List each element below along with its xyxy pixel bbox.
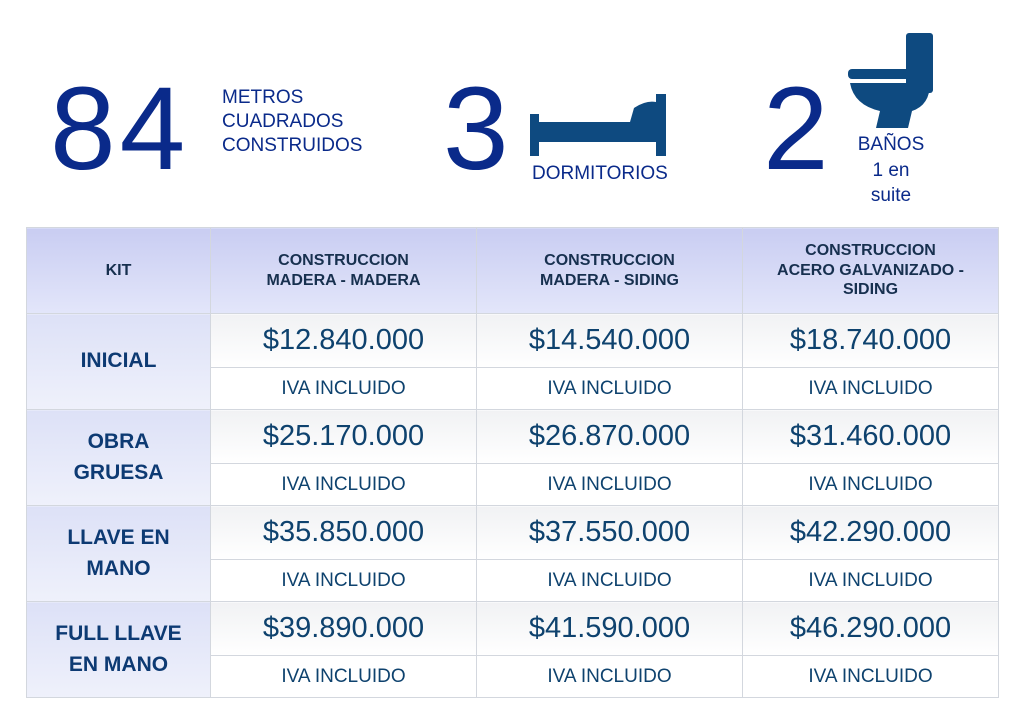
price-table	[26, 227, 999, 698]
price-value: $31.460.000	[743, 410, 999, 464]
price-value: $37.550.000	[477, 506, 743, 560]
iva-note: IVA INCLUIDO	[211, 368, 477, 410]
price-value: $41.590.000	[477, 602, 743, 656]
area-label-line: CUADRADOS	[222, 110, 344, 132]
bed-icon	[530, 94, 670, 156]
iva-note: IVA INCLUIDO	[477, 368, 743, 410]
table-row	[27, 314, 999, 368]
column-header-acero-siding: CONSTRUCCION ACERO GALVANIZADO - SIDING	[743, 228, 999, 314]
table-row	[27, 506, 999, 560]
column-header-madera-madera: CONSTRUCCION MADERA - MADERA	[211, 228, 477, 314]
iva-note: IVA INCLUIDO	[743, 464, 999, 506]
area-label-line: METROS	[222, 87, 304, 108]
price-value: $39.890.000	[211, 602, 477, 656]
iva-note: IVA INCLUIDO	[743, 368, 999, 410]
iva-note: IVA INCLUIDO	[477, 464, 743, 506]
iva-note: IVA INCLUIDO	[211, 560, 477, 602]
kit-name: LLAVE EN MANO	[27, 506, 211, 602]
iva-note: IVA INCLUIDO	[477, 656, 743, 698]
price-value: $18.740.000	[743, 314, 999, 368]
price-value: $14.540.000	[477, 314, 743, 368]
bathrooms-label-line: 1 en	[872, 159, 910, 181]
iva-note: IVA INCLUIDO	[477, 560, 743, 602]
price-value: $26.870.000	[477, 410, 743, 464]
bathrooms-label	[845, 132, 937, 209]
bathrooms-label-line: suite	[870, 185, 912, 207]
column-header-madera-siding: CONSTRUCCION MADERA - SIDING	[477, 228, 743, 314]
bedrooms-label: DORMITORIOS	[532, 163, 668, 184]
price-value: $12.840.000	[211, 314, 477, 368]
table-row	[27, 410, 999, 464]
area-number: 84	[50, 63, 190, 195]
area-label-line: CONSTRUIDOS	[222, 134, 363, 156]
price-value: $35.850.000	[211, 506, 477, 560]
bathrooms-number: 2	[763, 63, 829, 195]
price-value: $46.290.000	[743, 602, 999, 656]
table-row	[27, 602, 999, 656]
area-label	[222, 86, 362, 157]
bathrooms-label-line: BAÑOS	[857, 134, 925, 155]
toilet-icon	[846, 33, 936, 128]
iva-note: IVA INCLUIDO	[743, 656, 999, 698]
bedrooms-number: 3	[443, 63, 509, 195]
iva-note: IVA INCLUIDO	[211, 464, 477, 506]
iva-note: IVA INCLUIDO	[211, 656, 477, 698]
column-header-kit: KIT	[27, 228, 211, 314]
price-value: $42.290.000	[743, 506, 999, 560]
kit-name: OBRA GRUESA	[27, 410, 211, 506]
kit-name: FULL LLAVE EN MANO	[27, 602, 211, 698]
kit-name: INICIAL	[27, 314, 211, 410]
price-value: $25.170.000	[211, 410, 477, 464]
table-header-row	[27, 228, 999, 314]
iva-note: IVA INCLUIDO	[743, 560, 999, 602]
